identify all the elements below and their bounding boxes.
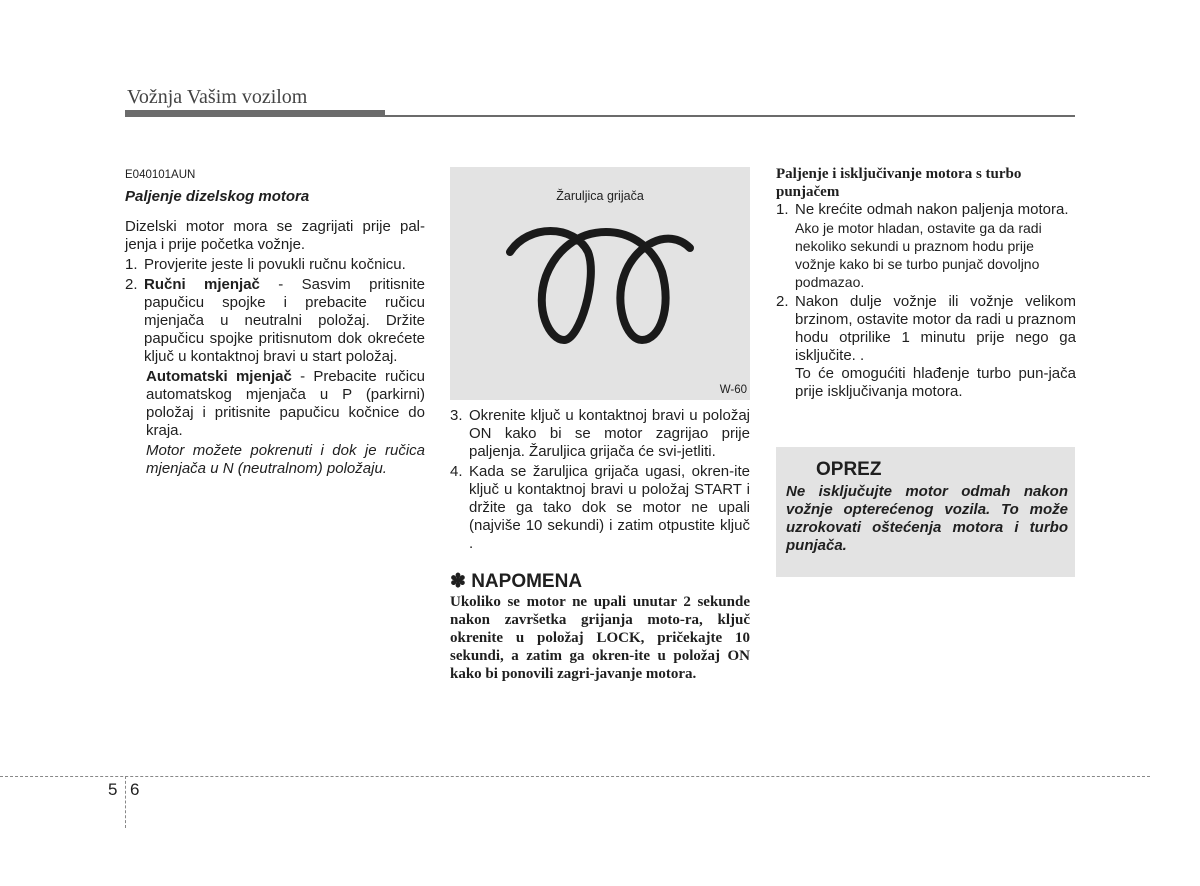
chapter-number: 5 [108,780,118,799]
neutral-note: Motor možete pokrenuti i dok je ručica mjenjača u N (neutralnom) položaju. [146,442,425,477]
caution-text: Ne isključujte motor odmah nakon vožnje opterećenog vozila. To može uzrokovati oštećenja motora i turbo punjača. [786,483,1068,554]
list-number: 2. [125,276,138,293]
note-title: ✽ NAPOMENA [450,571,583,592]
list-item-2 [776,293,1076,365]
list-item-2 [125,276,425,366]
list-text: Kada se žaruljica grijača ugasi, okren-ite ključ u kontaktnoj bravi u položaj START i držite ga tako dok se motor ne upali (najviše 10 sekundi) i zatim otpustite ključ . [469,463,750,552]
footer-divider [0,776,1150,777]
header-rule-thick [125,110,385,117]
list-text: Okrenite ključ u kontaktnoj bravi u položaj ON kako bi se motor zagrijao prije paljenja. Žaruljica grijača će svi-jetliti. [469,407,750,460]
turbo-heading: Paljenje i isključivanje motora s turbo punjačem [776,166,1022,200]
list-number: 1. [125,256,138,273]
column-3 [776,165,1076,401]
list-number: 4. [450,463,463,480]
figure-code: W-60 [719,384,747,396]
list-item-4 [450,463,750,553]
glow-plug-figure [450,167,750,400]
section-code: E040101AUN [125,169,196,181]
note-text: Ukoliko se motor ne upali unutar 2 sekunde nakon završetka grijanja moto-ra, ključ okrenite u položaj LOCK, pričekajte 10 sekundi, a zatim ga okren-ite u položaj ON kako bi ponovili zagri-javanje motora. [450,594,750,682]
list-text: Ne krećite odmah nakon paljenja motora. [795,201,1069,218]
list-subtext: Ako je motor hladan, ostavite ga da radi nekoliko sekundi u praznom hodu prije vožnje kako bi se turbo punjač dovoljno podmazao. [795,220,1042,290]
list-number: 2. [776,293,789,310]
subsection-title: Paljenje dizelskog motora [125,188,310,205]
list-item-3 [450,407,750,461]
list-number: 3. [450,407,463,424]
list-text: Provjerite jeste li povukli ručnu kočnicu. [144,256,406,273]
manual-transmission-label: Ručni mjenjač [144,276,260,293]
list-item-1 [776,201,1076,219]
glow-plug-coil-icon [502,222,702,352]
manual-transmission-text: - Sasvim pritisnite papučicu spojke i prebacite ručicu mjenjača u neutralni položaj. Držite papučicu spojke pritisnutom dok okrećete ključ u kontaktnoj bravi u start položaj. [144,276,425,365]
caution-title: OPREZ [816,459,882,480]
list-subtext: To će omogućiti hlađenje turbo pun-jača prije isključivanja motora. [795,365,1076,400]
list-number: 1. [776,201,789,218]
column-2 [450,407,750,683]
page-number-separator [125,776,126,828]
list-text: Nakon dulje vožnje ili vožnje velikom brzinom, ostavite motor da radi u praznom hodu otprilike 1 minutu prije nego ga isključite. . [795,293,1076,364]
automatic-transmission-paragraph [146,368,425,440]
caution-box [776,447,1075,577]
figure-label: Žaruljica grijača [556,189,644,203]
automatic-transmission-label: Automatski mjenjač [146,368,292,385]
page-number: 6 [130,780,140,799]
section-title: Vožnja Vašim vozilom [127,86,308,108]
intro-paragraph: Dizelski motor mora se zagrijati prije pal-jenja i prije početka vožnje. [125,218,425,253]
list-text [144,276,425,366]
column-1 [125,166,425,478]
list-item-1 [125,256,425,274]
header-rule-thin [385,115,1075,117]
automatic-transmission-text: - Prebacite ručicu automatskog mjenjača u P (parkirni) položaj i pritisnite papučicu kočnice do kraja. [146,368,425,439]
